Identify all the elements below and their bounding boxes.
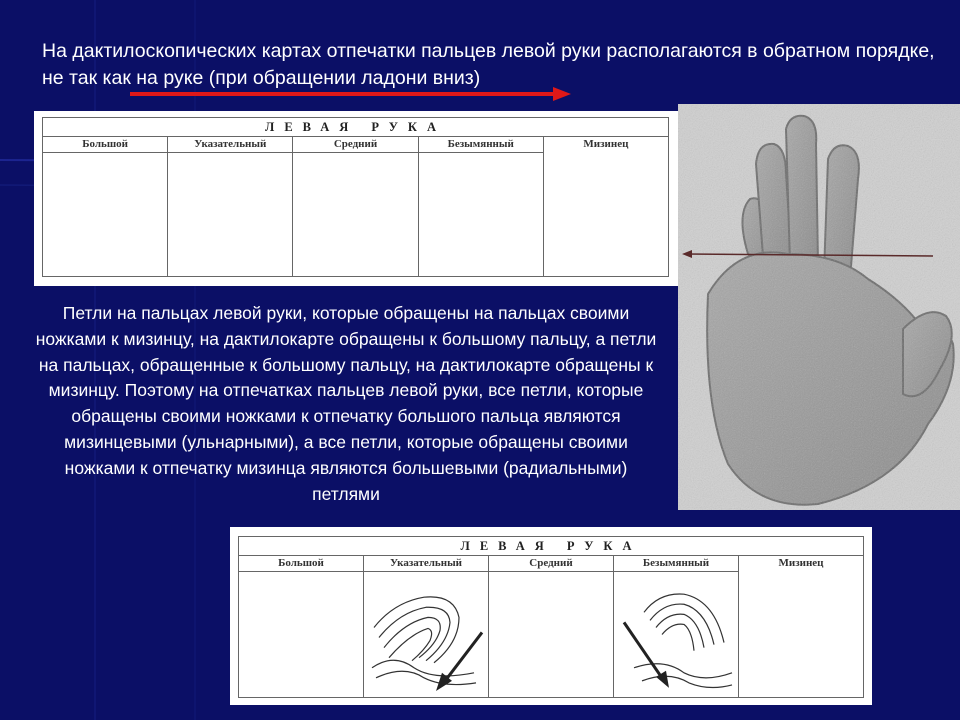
hand-label: ЛЕВАЯ РУКА [43,118,668,137]
finger-column-ring [614,556,739,697]
hand-drawing-icon [678,104,960,510]
finger-label: Большой [239,556,363,572]
finger-label: Указательный [364,556,488,572]
explanation-text: Петли на пальцах левой руки, которые обращены на пальцах своими ножками к мизинцу, на дактилокарте обращены к большому пальцу, а петли на пальцах, обращенные к большому пальцу, на дактилокарте обращены к мизинцу. Поэтому на отпечатках пальцев левой руки, все петли, которые обращены своими ножками к отпечатку большого пальца являются мизинцевыми (ульнарными), а все петли, которые обращены своими ножками к отпечатку мизинца являются большевыми (радиальными) петлями [35,303,657,504]
fingerprint-card-blank [34,111,678,286]
finger-column-little [739,556,863,697]
loop-print-ulnar-icon [364,572,488,697]
finger-label: Безымянный [419,137,543,153]
finger-column-middle [293,137,418,276]
finger-column-thumb [239,556,364,697]
finger-label: Мизинец [778,557,824,569]
fingerprint-card-with-prints [230,527,872,705]
card-frame [238,536,864,698]
card-frame [42,117,669,277]
finger-column-thumb [43,137,168,276]
hand-photo [678,104,960,510]
finger-label: Мизинец [583,138,629,150]
hand-label: ЛЕВАЯ РУКА [239,537,863,556]
slide-title: На дактилоскопических картах отпечатки пальцев левой руки располагаются в обратном порядке, не так как на руке (при обращении ладони вниз) [42,40,935,89]
finger-column-little [544,137,668,276]
red-arrow-icon [128,84,573,104]
finger-label: Средний [293,137,417,153]
finger-column-ring [419,137,544,276]
finger-label: Средний [489,556,613,572]
finger-column-middle [489,556,614,697]
loop-print-radial-icon [614,572,738,697]
finger-label: Указательный [168,137,292,153]
finger-label: Большой [43,137,167,153]
finger-label: Безымянный [614,556,738,572]
finger-column-index [364,556,489,697]
finger-column-index [168,137,293,276]
